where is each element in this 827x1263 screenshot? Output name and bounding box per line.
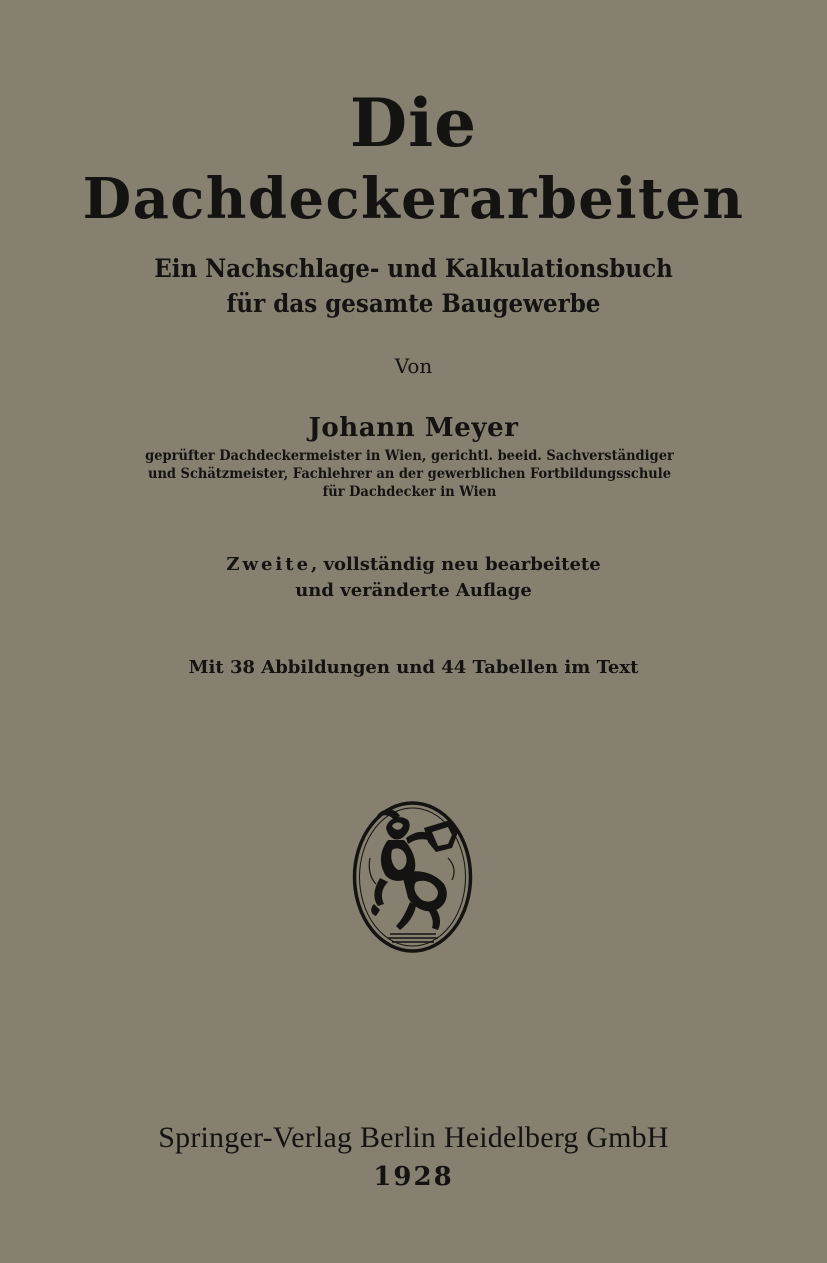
- subtitle-line-2: für das gesamte Baugewerbe: [226, 289, 601, 318]
- by-label: Von: [394, 354, 433, 378]
- publisher: Springer-Verlag Berlin Heidelberg GmbH: [158, 1121, 669, 1154]
- title-line-1: Die: [349, 84, 478, 162]
- author-credentials-line-2: und Schätzmeister, Fachlehrer an der gewerblichen Fortbildungsschule: [147, 466, 672, 482]
- publication-year: 1928: [373, 1162, 454, 1192]
- figures-note: Mit 38 Abbildungen und 44 Tabellen im Text: [188, 657, 639, 678]
- edition-line-1: [0, 553, 827, 577]
- edition-line-1-rest: , vollständig neu bearbeitete: [311, 554, 601, 575]
- subtitle-line-1: Ein Nachschlage- und Kalkulationsbuch: [154, 254, 673, 283]
- springer-knight-emblem-icon: [350, 798, 475, 956]
- author-credentials-line-1: geprüfter Dachdeckermeister in Wien, gerichtl. beeid. Sachverständiger: [145, 448, 674, 464]
- author-credentials-line-3: für Dachdecker in Wien: [322, 484, 497, 500]
- edition-spaced-word: Zweite: [226, 554, 312, 575]
- title-line-2: Dachdeckerarbeiten: [82, 166, 745, 232]
- author-name: Johann Meyer: [308, 413, 519, 443]
- edition-line-2: und veränderte Auflage: [295, 580, 532, 601]
